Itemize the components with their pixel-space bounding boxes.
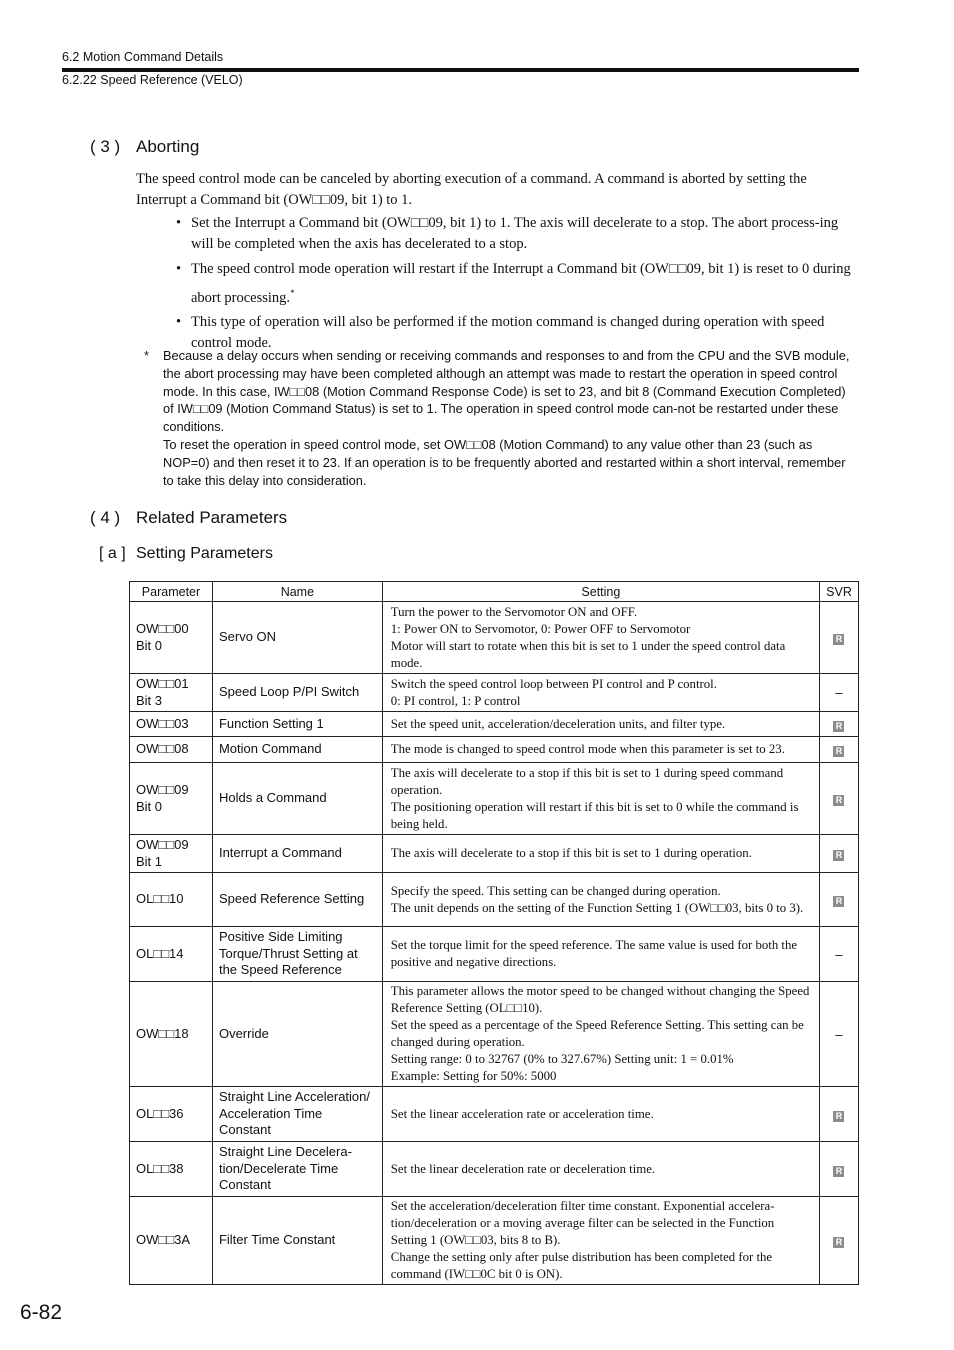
table-row xyxy=(130,927,859,982)
setting-parameters-table xyxy=(129,581,859,1285)
bullet-text: The speed control mode operation will restart if the Interrupt a Command bit (OW□□09, bit 1) is reset to 0 during abort processing. xyxy=(191,261,851,306)
setting-cell xyxy=(382,602,819,674)
name-cell-line: Motion Command xyxy=(218,741,322,757)
setting-cell-line: Set the speed as a percentage of the Speed Reference Setting. This setting can be changed during operation. xyxy=(390,1018,804,1049)
parameter-cell-line: Bit 0 xyxy=(136,637,163,653)
parameter-cell-line: OW□□18 xyxy=(136,1025,189,1041)
bullet-text: This type of operation will also be performed if the motion command is changed during operation with speed control mode. xyxy=(191,313,825,351)
table-row xyxy=(130,763,859,835)
table-header-row xyxy=(130,582,859,602)
name-cell-line: Interrupt a Command xyxy=(218,845,342,861)
setting-cell-line: Specify the speed. This setting can be changed during operation. xyxy=(390,883,721,898)
table-row xyxy=(130,835,859,873)
parameter-cell-line: OW□□00 xyxy=(136,621,189,636)
parameter-cell xyxy=(130,927,213,982)
bullet-item xyxy=(136,213,858,255)
name-cell xyxy=(212,674,382,712)
column-header-setting: Setting xyxy=(382,582,819,602)
bullet-marker: • xyxy=(176,313,182,330)
parameter-cell-line: OL□□36 xyxy=(136,1105,184,1121)
table-row xyxy=(130,982,859,1087)
parameter-cell-line: Bit 3 xyxy=(136,692,163,708)
setting-cell xyxy=(382,763,819,835)
setting-cell xyxy=(382,927,819,982)
name-cell-line: Straight Line Decelera-tion/Decelerate Time Constant xyxy=(218,1144,352,1193)
table-row xyxy=(130,1142,859,1197)
subheading-title: Setting Parameters xyxy=(136,545,273,562)
setting-cell xyxy=(382,982,819,1087)
setting-cell-line: Set the torque limit for the speed reference. The same value is used for both the positive and negative directions. xyxy=(390,938,798,969)
table-body xyxy=(130,602,859,1285)
name-cell-line: Speed Loop P/PI Switch xyxy=(218,684,360,700)
name-cell xyxy=(212,712,382,737)
setting-cell-line: Switch the speed control loop between PI control and P control. xyxy=(390,676,717,691)
name-cell xyxy=(212,835,382,873)
table-row xyxy=(130,712,859,737)
aborting-intro: The speed control mode can be canceled by aborting execution of a command. A command is aborted by setting the Interrupt a Command bit (OW□□09, bit 1) to 1. xyxy=(136,171,807,208)
parameter-cell-line: Bit 1 xyxy=(136,853,163,869)
setting-cell xyxy=(382,712,819,737)
parameter-cell-line: OL□□10 xyxy=(136,891,184,907)
parameter-cell xyxy=(130,737,213,763)
setting-cell-line: The axis will decelerate to a stop if this bit is set to 1 during operation. xyxy=(390,846,752,860)
setting-cell xyxy=(382,1142,819,1197)
setting-cell-line: Example: Setting for 50%: 5000 xyxy=(390,1069,557,1083)
parameter-cell-line: OW□□01 xyxy=(136,676,189,691)
name-cell-line: Positive Side Limiting Torque/Thrust Setting at the Speed Reference xyxy=(218,929,358,978)
parameter-cell xyxy=(130,835,213,873)
parameter-cell xyxy=(130,1142,213,1197)
setting-cell xyxy=(382,1197,819,1285)
parameter-cell-line: OL□□14 xyxy=(136,945,184,961)
page-number: 6-82 xyxy=(20,1301,63,1324)
setting-cell-line: Change the setting only after pulse distribution has been completed for the command (IW□□0C bit 0 is ON). xyxy=(390,1250,773,1281)
svr-required-icon: R xyxy=(833,1166,844,1177)
footnote-paragraph: Because a delay occurs when sending or receiving commands and responses to and from the CPU and the SVB module, the abort processing may have been completed although an attempt was made to restart the operation in speed control mode. In this case, IW□□08 (Motion Command Response Code) is set to 23, and bit 8 (Command Execution Completed) of IW□□09 (Motion Command Status) is set to 1. The operation in speed control mode can-not be restarted under these conditions. xyxy=(163,348,850,435)
name-cell xyxy=(212,873,382,927)
setting-cell-line: The axis will decelerate to a stop if this bit is set to 1 during speed command operation. xyxy=(390,765,784,797)
name-cell xyxy=(212,602,382,674)
name-cell xyxy=(212,1087,382,1142)
table-row xyxy=(130,602,859,674)
parameter-cell-line: OW□□09 xyxy=(136,782,189,797)
name-cell-line: Function Setting 1 xyxy=(218,715,324,731)
svr-cell xyxy=(819,712,858,737)
svr-cell xyxy=(819,1197,858,1285)
name-cell xyxy=(212,737,382,763)
svr-not-applicable: – xyxy=(835,685,843,700)
bullet-marker: • xyxy=(176,215,182,231)
header-rule xyxy=(62,68,859,72)
setting-cell-line: Setting range: 0 to 32767 (0% to 327.67%) Setting unit: 1 = 0.01% xyxy=(390,1052,734,1066)
heading-title: Aborting xyxy=(136,137,200,156)
svr-cell xyxy=(819,674,858,712)
setting-cell-line: The unit depends on the setting of the Function Setting 1 (OW□□03, bits 0 to 3). xyxy=(390,900,804,915)
name-cell xyxy=(212,982,382,1087)
footnote-paragraph: To reset the operation in speed control mode, set OW□□08 (Motion Command) to any value other than 23 (such as NOP=0) and then reset it to 23. If an operation is to be frequently aborted and restarted within a short interval, remember to take this delay into consideration. xyxy=(163,436,846,488)
heading-number: ( 4 ) xyxy=(90,508,121,527)
svr-cell xyxy=(819,873,858,927)
column-header-name: Name xyxy=(212,582,382,602)
footnote-reference: * xyxy=(290,288,295,298)
parameter-cell-line: OW□□08 xyxy=(136,741,189,757)
bullet-text: Set the Interrupt a Command bit (OW□□09, bit 1) to 1. The axis will decelerate to a stop. The abort process-ing will be completed when the axis has decelerated to a stop. xyxy=(191,215,839,252)
setting-cell xyxy=(382,873,819,927)
table-row xyxy=(130,674,859,712)
setting-cell-line: The positioning operation will restart if this bit is set to 0 while the command is being held. xyxy=(390,799,799,831)
parameter-cell xyxy=(130,763,213,835)
svr-cell xyxy=(819,602,858,674)
parameter-cell-line: OL□□38 xyxy=(136,1160,184,1176)
svr-required-icon: R xyxy=(833,795,844,806)
svr-required-icon: R xyxy=(833,746,844,757)
parameter-cell-line: Bit 0 xyxy=(136,798,163,814)
heading-number: ( 3 ) xyxy=(90,137,121,156)
table-row xyxy=(130,1197,859,1285)
svr-cell xyxy=(819,835,858,873)
parameter-cell xyxy=(130,674,213,712)
parameter-cell xyxy=(130,1197,213,1285)
setting-cell xyxy=(382,737,819,763)
setting-cell-line: Turn the power to the Servomotor ON and OFF. xyxy=(390,604,638,619)
setting-cell xyxy=(382,674,819,712)
bullet-marker: • xyxy=(176,261,182,277)
setting-cell-line: Set the acceleration/deceleration filter time constant. Exponential accelera-tion/deceleration or a moving average filter can be selected in the Function Setting 1 (OW□□03, bits 8 to B). xyxy=(390,1199,775,1247)
heading-title: Related Parameters xyxy=(136,508,288,527)
parameter-cell-line: OW□□09 xyxy=(136,837,189,852)
footnote xyxy=(144,347,859,489)
parameter-cell-line: OW□□03 xyxy=(136,715,189,731)
name-cell-line: Holds a Command xyxy=(218,790,327,806)
heading-related-parameters xyxy=(90,508,287,528)
svr-not-applicable: – xyxy=(835,1026,843,1042)
name-cell xyxy=(212,927,382,982)
svr-cell xyxy=(819,763,858,835)
setting-cell xyxy=(382,835,819,873)
setting-cell-line: 0: PI control, 1: P control xyxy=(390,693,521,708)
aborting-bullets xyxy=(136,213,858,354)
name-cell-line: Override xyxy=(218,1025,269,1041)
name-cell-line: Servo ON xyxy=(218,629,277,645)
name-cell xyxy=(212,1142,382,1197)
parameter-cell xyxy=(130,602,213,674)
name-cell-line: Straight Line Acceleration/ Acceleration Time Constant xyxy=(218,1089,371,1138)
svr-not-applicable: – xyxy=(835,946,843,962)
svr-cell xyxy=(819,927,858,982)
table-row xyxy=(130,737,859,763)
subheading-number: [ a ] xyxy=(99,545,126,562)
setting-cell-line: Set the speed unit, acceleration/deceleration units, and filter type. xyxy=(390,716,726,731)
parameter-cell xyxy=(130,712,213,737)
footnote-mark: * xyxy=(144,348,149,363)
bullet-item xyxy=(136,257,858,310)
svr-required-icon: R xyxy=(833,634,844,645)
name-cell xyxy=(212,1197,382,1285)
table-row xyxy=(130,1087,859,1142)
setting-cell-line: 1: Power ON to Servomotor, 0: Power OFF to Servomotor xyxy=(390,621,691,636)
svr-cell xyxy=(819,1142,858,1197)
setting-cell xyxy=(382,1087,819,1142)
parameter-cell xyxy=(130,1087,213,1142)
parameter-cell xyxy=(130,982,213,1087)
setting-cell-line: The mode is changed to speed control mode when this parameter is set to 23. xyxy=(390,742,785,756)
svr-required-icon: R xyxy=(833,896,844,907)
parameter-cell-line: OW□□3A xyxy=(136,1232,190,1248)
setting-cell-line: Set the linear deceleration rate or deceleration time. xyxy=(390,1161,656,1176)
aborting-body xyxy=(136,169,858,356)
name-cell-line: Speed Reference Setting xyxy=(218,891,365,907)
heading-aborting xyxy=(90,137,199,157)
heading-setting-parameters xyxy=(99,545,273,563)
name-cell-line: Filter Time Constant xyxy=(218,1232,336,1248)
setting-cell-line: Set the linear acceleration rate or acceleration time. xyxy=(390,1106,654,1121)
column-header-svr: SVR xyxy=(819,582,858,602)
svr-required-icon: R xyxy=(833,1111,844,1122)
svr-cell xyxy=(819,982,858,1087)
parameter-cell xyxy=(130,873,213,927)
running-header-section: 6.2 Motion Command Details xyxy=(62,50,224,64)
running-header-subsection: 6.2.22 Speed Reference (VELO) xyxy=(62,73,243,87)
svr-cell xyxy=(819,737,858,763)
setting-cell-line: Motor will start to rotate when this bit is set to 1 under the speed control data mode. xyxy=(390,638,786,670)
svr-cell xyxy=(819,1087,858,1142)
column-header-parameter: Parameter xyxy=(130,582,213,602)
svr-required-icon: R xyxy=(833,721,844,732)
svr-required-icon: R xyxy=(833,1237,844,1248)
setting-cell-line: This parameter allows the motor speed to be changed without changing the Speed Reference Setting (OL□□10). xyxy=(390,984,810,1015)
table-row xyxy=(130,873,859,927)
name-cell xyxy=(212,763,382,835)
svr-required-icon: R xyxy=(833,850,844,861)
